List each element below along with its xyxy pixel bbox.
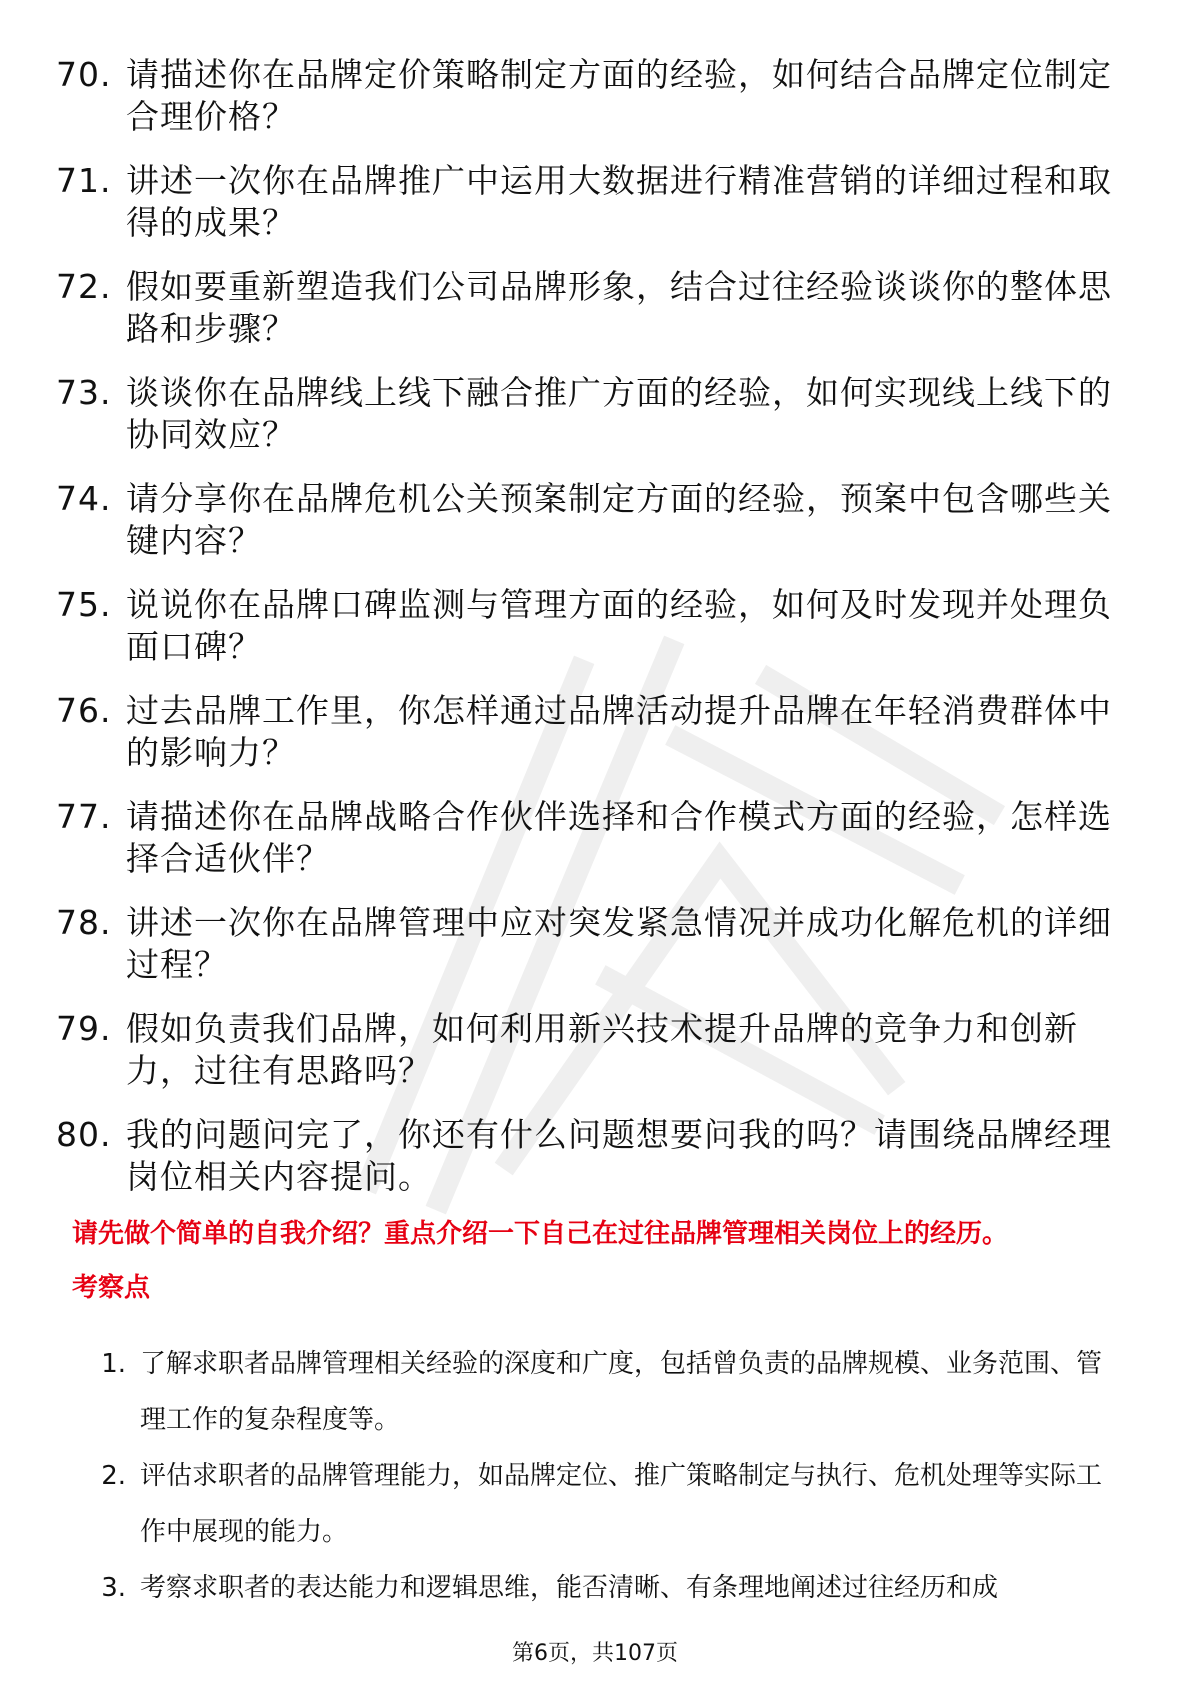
question-item <box>56 1008 1116 1092</box>
question-text: 说说你在品牌口碑监测与管理方面的经验，如何及时发现并处理负面口碑？ <box>126 585 1112 666</box>
highlight-question: 请先做个简单的自我介绍？重点介绍一下自己在过往品牌管理相关岗位上的经历。 <box>72 1219 1009 1249</box>
question-text: 讲述一次你在品牌管理中应对突发紧急情况并成功化解危机的详细过程？ <box>126 903 1112 984</box>
question-list <box>56 54 1116 1220</box>
question-item <box>56 54 1116 138</box>
question-number: 75. <box>56 585 112 624</box>
question-text: 讲述一次你在品牌推广中运用大数据进行精准营销的详细过程和取得的成果？ <box>126 161 1112 242</box>
question-text: 请描述你在品牌战略合作伙伴选择和合作模式方面的经验，怎样选择合适伙伴？ <box>126 797 1112 878</box>
assessment-point <box>72 1336 1122 1448</box>
question-item <box>56 902 1116 986</box>
question-number: 70. <box>56 55 112 94</box>
question-item <box>56 584 1116 668</box>
question-number: 78. <box>56 903 112 942</box>
question-item <box>56 160 1116 244</box>
point-text: 了解求职者品牌管理相关经验的深度和广度，包括曾负责的品牌规模、业务范围、管理工作的复杂程度等。 <box>140 1349 1103 1435</box>
question-text: 假如负责我们品牌，如何利用新兴技术提升品牌的竞争力和创新力，过往有思路吗？ <box>126 1009 1078 1090</box>
assessment-point <box>72 1448 1122 1560</box>
question-text: 请描述你在品牌定价策略制定方面的经验，如何结合品牌定位制定合理价格？ <box>126 55 1112 136</box>
section-title: 考察点 <box>72 1273 151 1303</box>
question-item <box>56 690 1116 774</box>
question-item <box>56 372 1116 456</box>
question-text: 谈谈你在品牌线上线下融合推广方面的经验，如何实现线上线下的协同效应？ <box>126 373 1112 454</box>
point-text: 考察求职者的表达能力和逻辑思维，能否清晰、有条理地阐述过往经历和成 <box>140 1573 999 1603</box>
question-text: 请分享你在品牌危机公关预案制定方面的经验，预案中包含哪些关键内容？ <box>126 479 1112 560</box>
question-number: 80. <box>56 1115 112 1154</box>
page-footer: 第6页，共107页 <box>512 1641 678 1666</box>
question-number: 74. <box>56 479 112 518</box>
question-item <box>56 1114 1116 1198</box>
question-text: 我的问题问完了，你还有什么问题想要问我的吗？请围绕品牌经理岗位相关内容提问。 <box>126 1115 1112 1196</box>
point-number: 1. <box>101 1349 126 1379</box>
point-number: 2. <box>101 1461 126 1491</box>
question-item <box>56 266 1116 350</box>
question-item <box>56 478 1116 562</box>
question-number: 71. <box>56 161 112 200</box>
question-number: 79. <box>56 1009 112 1048</box>
question-number: 77. <box>56 797 112 836</box>
assessment-point <box>72 1560 1122 1616</box>
point-number: 3. <box>101 1573 126 1603</box>
question-number: 73. <box>56 373 112 412</box>
question-item <box>56 796 1116 880</box>
point-text: 评估求职者的品牌管理能力，如品牌定位、推广策略制定与执行、危机处理等实际工作中展现的能力。 <box>140 1461 1103 1547</box>
question-number: 76. <box>56 691 112 730</box>
question-text: 假如要重新塑造我们公司品牌形象，结合过往经验谈谈你的整体思路和步骤？ <box>126 267 1112 348</box>
question-number: 72. <box>56 267 112 306</box>
assessment-point-list <box>72 1336 1122 1616</box>
question-text: 过去品牌工作里，你怎样通过品牌活动提升品牌在年轻消费群体中的影响力？ <box>126 691 1112 772</box>
